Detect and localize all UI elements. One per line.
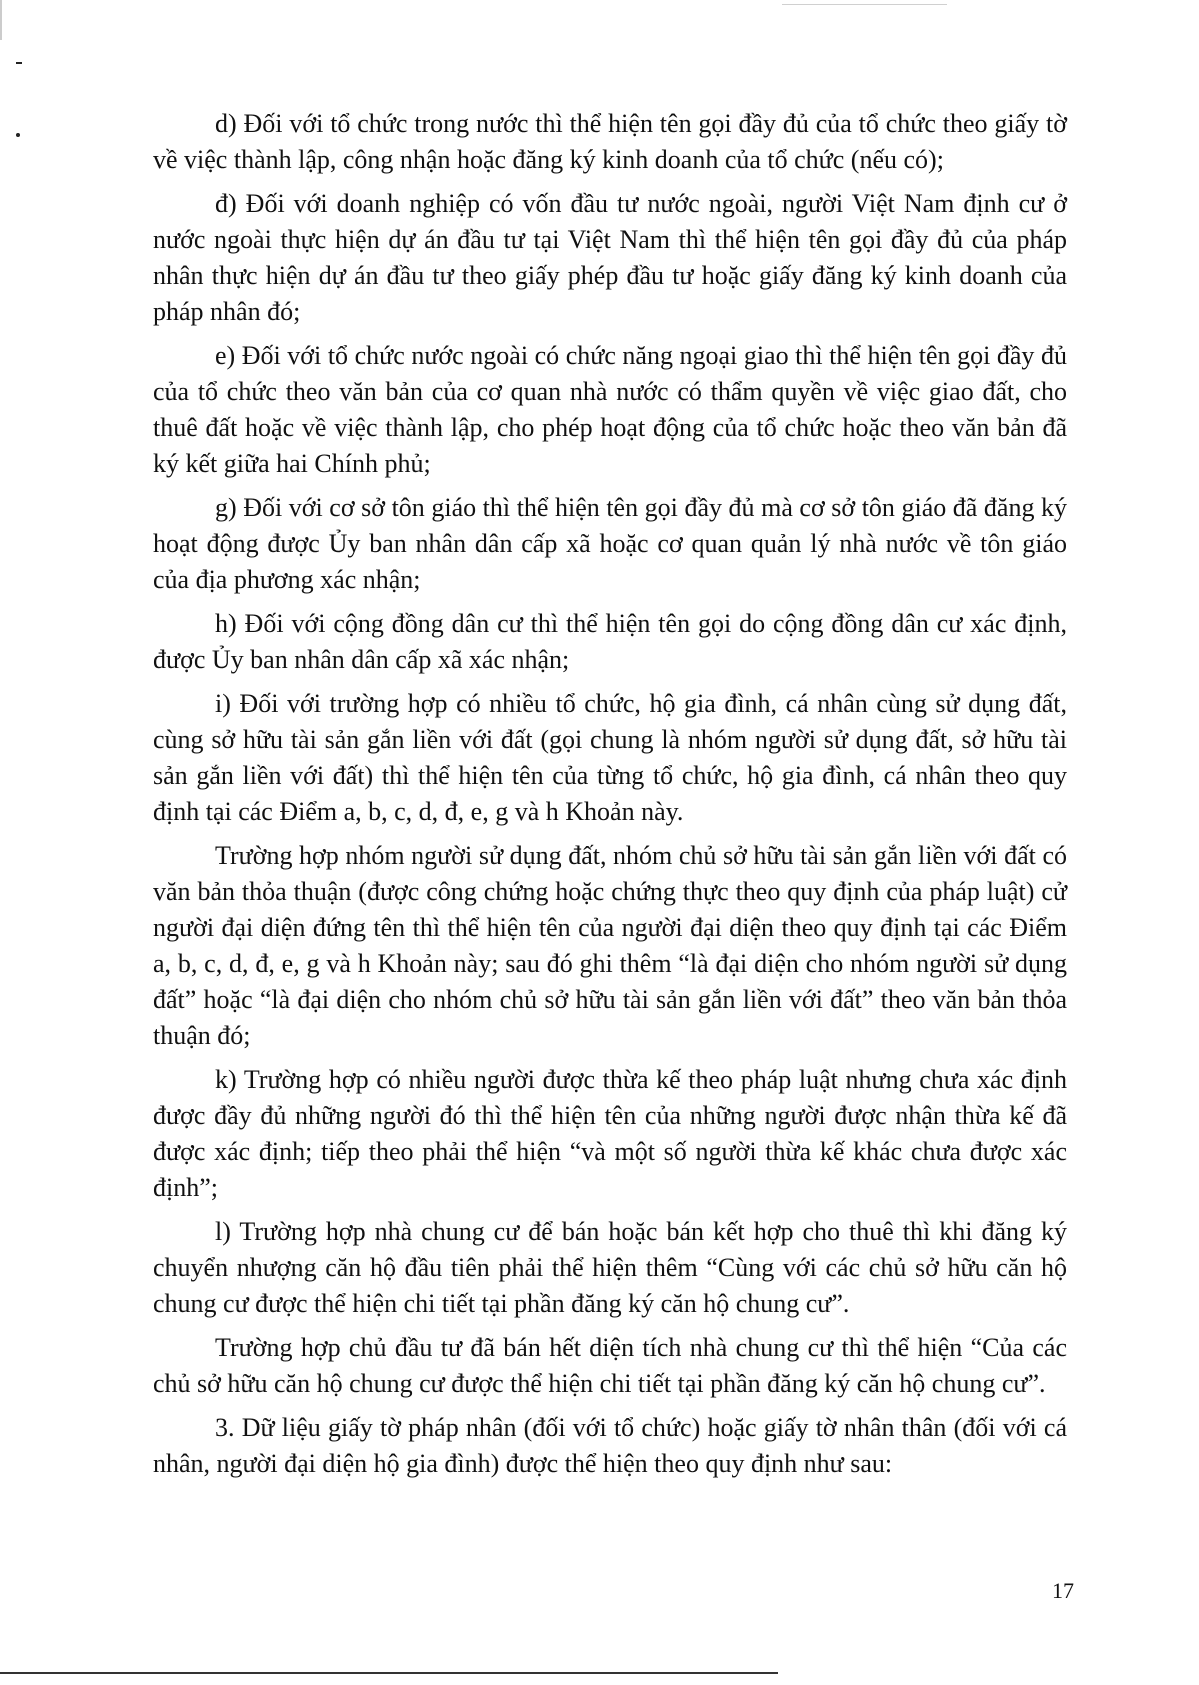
paragraph-section-3: 3. Dữ liệu giấy tờ pháp nhân (đối với tổ chức) hoặc giấy tờ nhân thân (đối với cá nhân, người đại diện hộ gia đình) được thể hiện theo quy định như sau: (153, 1413, 1067, 1478)
paragraph-investor-case: Trường hợp chủ đầu tư đã bán hết diện tích nhà chung cư thì thể hiện “Của các chủ sở hữu căn hộ chung cư được thể hiện chi tiết tại phần đăng ký căn hộ chung cư”. (153, 1333, 1067, 1398)
scan-edge-left (0, 0, 2, 40)
paragraph-item-k: k) Trường hợp có nhiều người được thừa kế theo pháp luật nhưng chưa xác định được đầy đủ những người đó thì thể hiện tên của những người được nhận thừa kế đã được xác định; tiếp theo phải thể hiện “và một số người thừa kế khác chưa được xác định”; (153, 1065, 1067, 1202)
page-number: 17 (1052, 1578, 1074, 1603)
paragraph-item-e: e) Đối với tổ chức nước ngoài có chức năng ngoại giao thì thể hiện tên gọi đầy đủ của tổ chức theo văn bản của cơ quan nhà nước có thẩm quyền về việc giao đất, cho thuê đất hoặc về việc thành lập, cho phép hoạt động của tổ chức hoặc theo văn bản đã ký kết giữa hai Chính phủ; (153, 341, 1067, 478)
paragraph-item-l: l) Trường hợp nhà chung cư để bán hoặc bán kết hợp cho thuê thì khi đăng ký chuyển nhượng căn hộ đầu tiên phải thể hiện thêm “Cùng với các chủ sở hữu căn hộ chung cư được thể hiện chi tiết tại phần đăng ký căn hộ chung cư”. (153, 1217, 1067, 1318)
paragraph-item-d: d) Đối với tổ chức trong nước thì thể hiện tên gọi đầy đủ của tổ chức theo giấy tờ về việc thành lập, công nhận hoặc đăng ký kinh doanh của tổ chức (nếu có); (153, 109, 1067, 174)
scan-artifact-dash (16, 62, 22, 64)
paragraph-item-h: h) Đối với cộng đồng dân cư thì thể hiện tên gọi do cộng đồng dân cư xác định, được Ủy ban nhân dân cấp xã xác nhận; (153, 609, 1067, 674)
scan-artifact-dot (16, 133, 20, 137)
paragraph-item-i: i) Đối với trường hợp có nhiều tổ chức, hộ gia đình, cá nhân cùng sử dụng đất, cùng sở hữu tài sản gắn liền với đất (gọi chung là nhóm người sử dụng đất, sở hữu tài sản gắn liền với đất) thì thể hiện tên của từng tổ chức, hộ gia đình, cá nhân theo quy định tại các Điểm a, b, c, d, đ, e, g và h Khoản này. (153, 689, 1067, 826)
scan-mark-top (782, 4, 947, 5)
paragraph-representative-case: Trường hợp nhóm người sử dụng đất, nhóm chủ sở hữu tài sản gắn liền với đất có văn bản thỏa thuận (được công chứng hoặc chứng thực theo quy định của pháp luật) cử người đại diện đứng tên thì thể hiện tên của người đại diện theo quy định tại các Điểm a, b, c, d, đ, e, g và h Khoản này; sau đó ghi thêm “là đại diện cho nhóm người sử dụng đất” hoặc “là đại diện cho nhóm chủ sở hữu tài sản gắn liền với đất” theo văn bản thỏa thuận đó; (153, 841, 1067, 1050)
paragraph-item-g: g) Đối với cơ sở tôn giáo thì thể hiện tên gọi đầy đủ mà cơ sở tôn giáo đã đăng ký hoạt động được Ủy ban nhân dân cấp xã hoặc cơ quan quản lý nhà nước về tôn giáo của địa phương xác nhận; (153, 493, 1067, 594)
paragraph-item-dd: đ) Đối với doanh nghiệp có vốn đầu tư nước ngoài, người Việt Nam định cư ở nước ngoài thực hiện dự án đầu tư tại Việt Nam thì thể hiện tên gọi đầy đủ của pháp nhân thực hiện dự án đầu tư theo giấy phép đầu tư hoặc giấy đăng ký kinh doanh của pháp nhân đó; (153, 189, 1067, 326)
bottom-rule (0, 1672, 778, 1674)
document-body (153, 106, 1067, 1490)
